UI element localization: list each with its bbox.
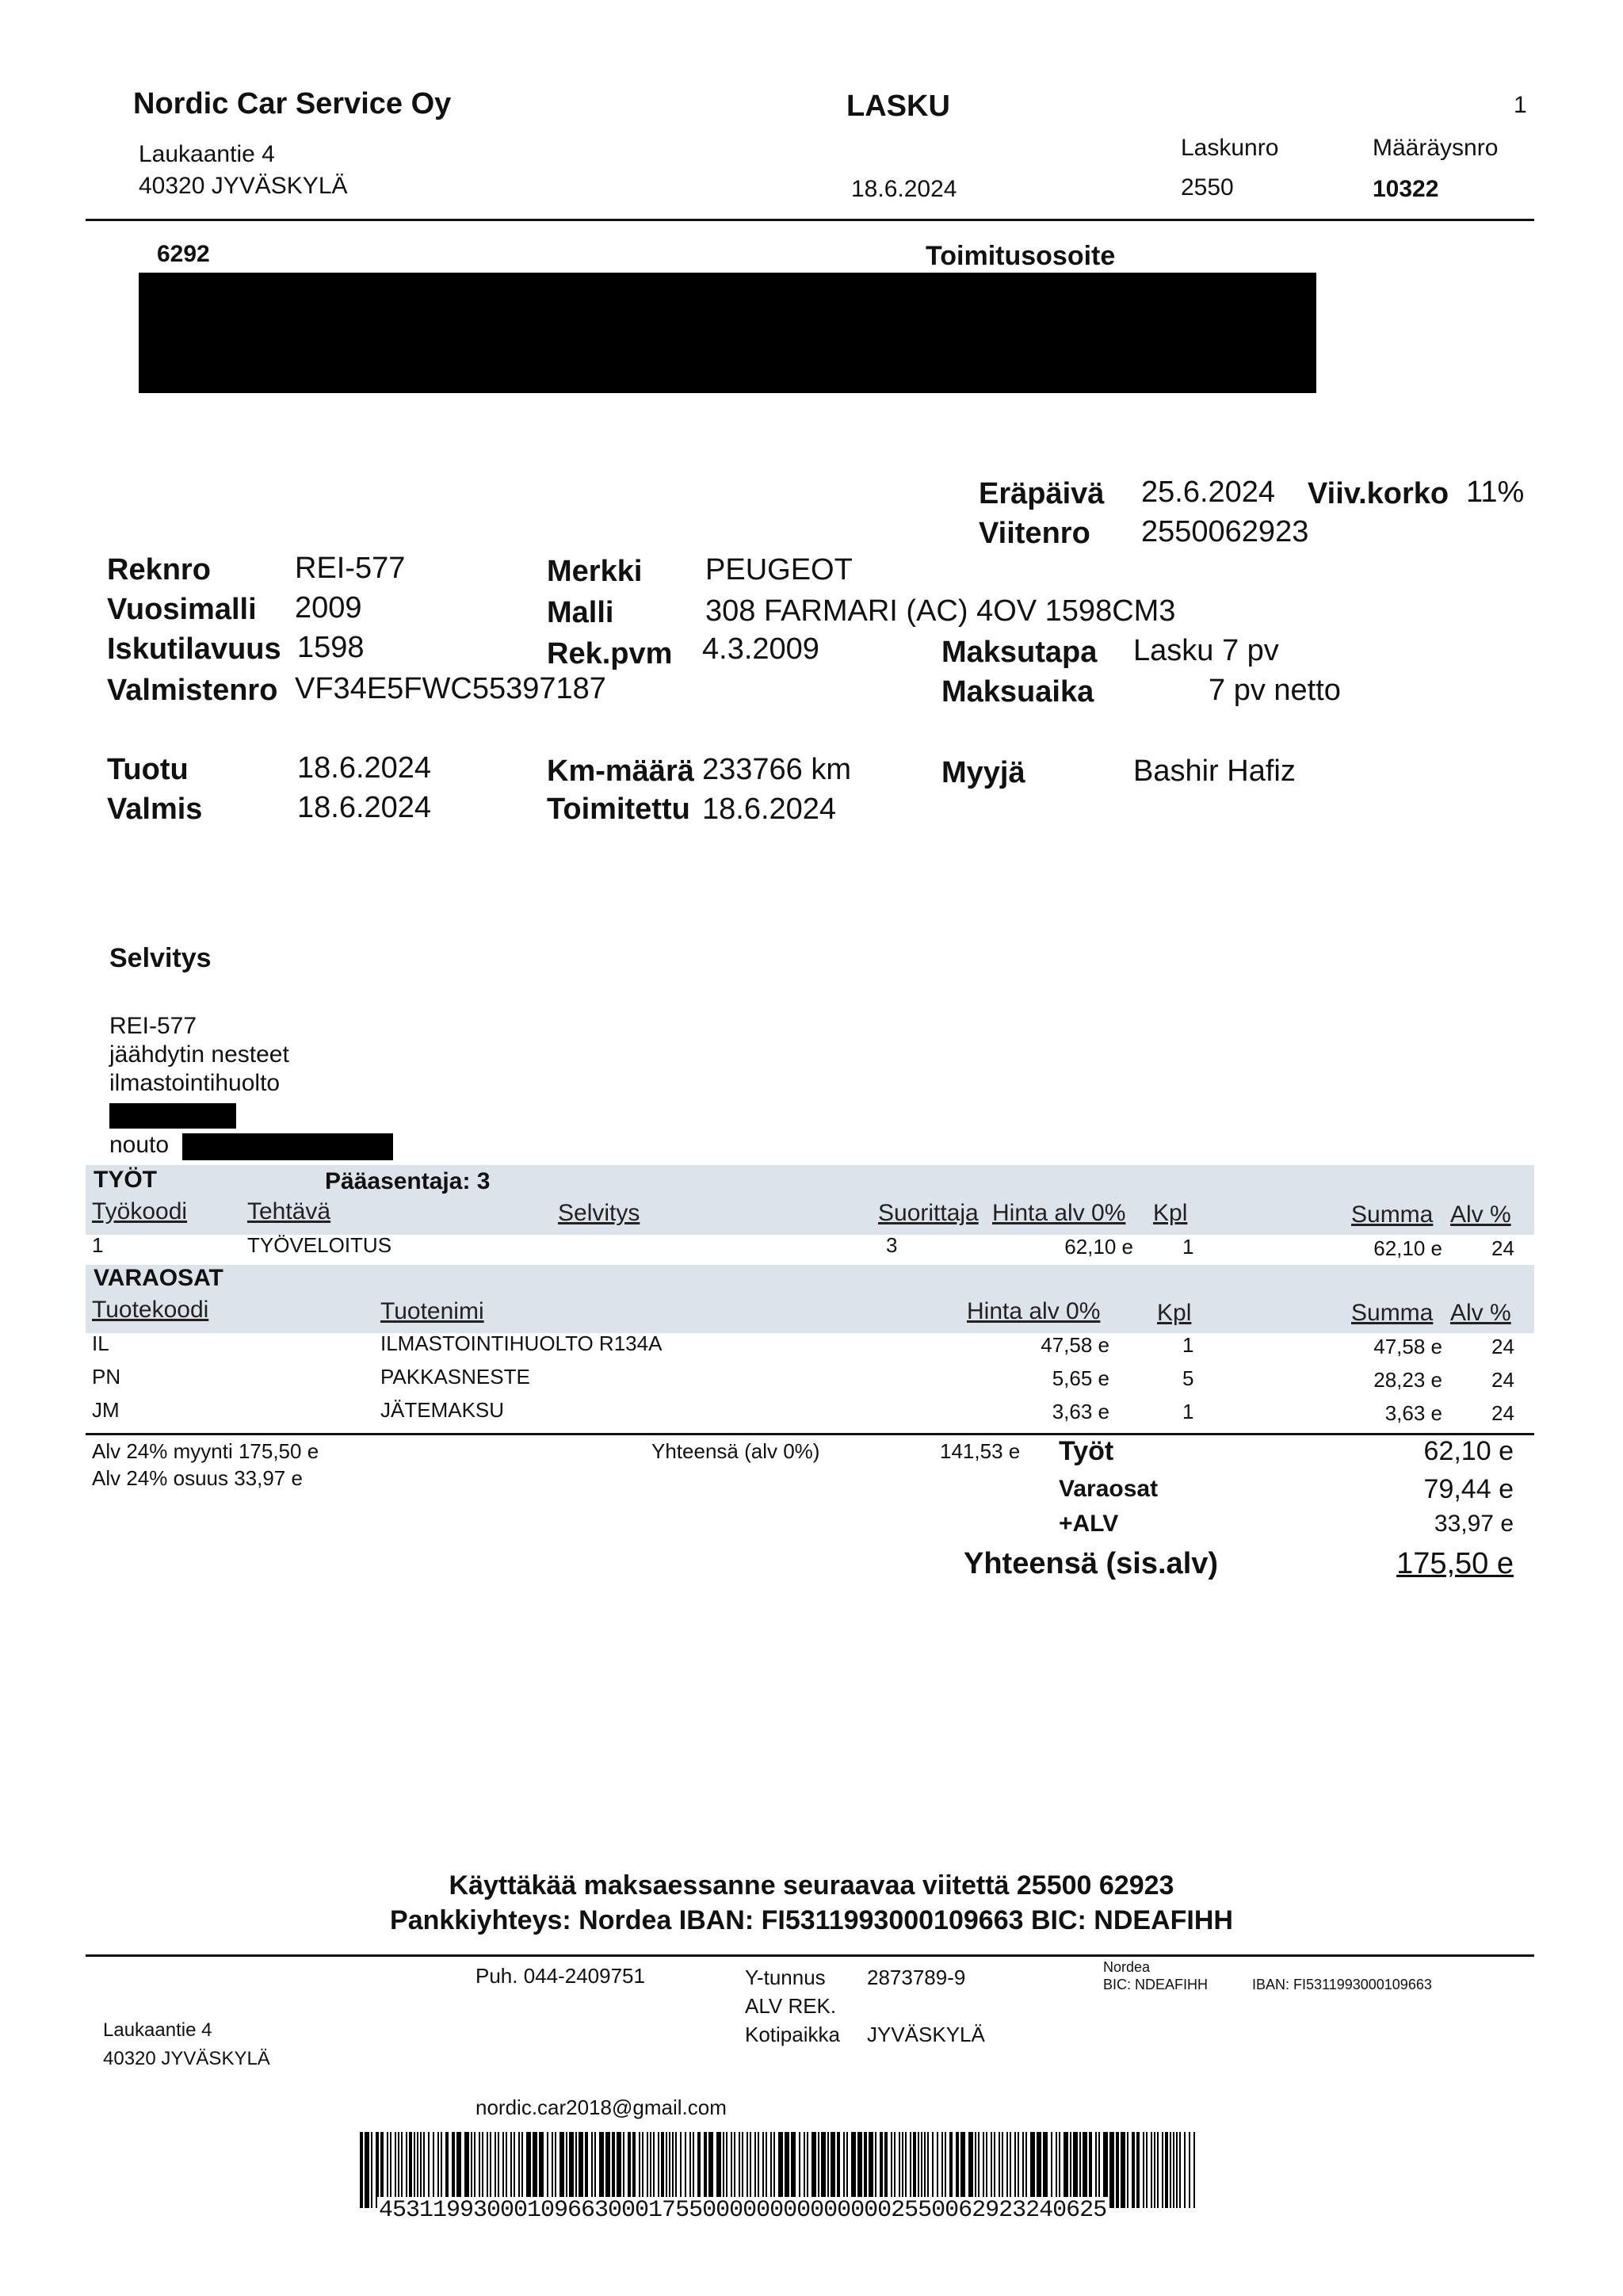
bank-name: Nordea (1103, 1959, 1151, 1975)
footer-email: nordic.car2018@gmail.com (475, 2095, 727, 2119)
customer-number: 6292 (157, 241, 210, 267)
vin: VF34E5FWC55397187 (295, 672, 606, 705)
footer-street: Laukaantie 4 (103, 2019, 212, 2041)
model-year-label: Vuosimalli (107, 593, 257, 626)
brought-label: Tuotu (107, 753, 189, 786)
grand-total-label: Yhteensä (sis.alv) (964, 1547, 1219, 1580)
part-code: IL (92, 1331, 109, 1355)
part-code: PN (92, 1365, 121, 1389)
footer-phone: Puh. 044-2409751 (475, 1964, 645, 1988)
reg-date-label: Rek.pvm (547, 637, 673, 670)
part-vat: 24 (1491, 1335, 1514, 1358)
labor-qty: 1 (1182, 1235, 1194, 1259)
seller-label: Myyjä (941, 756, 1025, 789)
km-label: Km-määrä (547, 755, 694, 788)
vin-label: Valmistenro (107, 674, 278, 707)
footer-divider (86, 1954, 1534, 1957)
bank-bic: BIC: NDEAFIHH (1103, 1977, 1209, 1992)
due-date-label: Eräpäivä (979, 477, 1105, 510)
labor-header-sum: Summa (1351, 1201, 1434, 1228)
vat-total: 33,97 e (1434, 1511, 1514, 1537)
model-year: 2009 (295, 591, 362, 625)
barcode-digits: 453119930001096630001755000000000000002550062923240625 (379, 2197, 1107, 2224)
due-date: 25.6.2024 (1141, 476, 1276, 509)
model: 308 FARMARI (AC) 4OV 1598CM3 (705, 594, 1176, 628)
labor-total-label: Työt (1059, 1436, 1114, 1466)
payment-reference-line: Käyttäkää maksaessanne seuraavaa viitettä 25500 62923 (449, 1870, 1174, 1901)
ready-date: 18.6.2024 (297, 791, 432, 824)
vat-total-label: +ALV (1059, 1511, 1119, 1537)
parts-title: VARAOSAT (94, 1265, 223, 1291)
redacted-note (109, 1103, 236, 1129)
order-number: 10322 (1373, 176, 1439, 202)
notes-title: Selvitys (109, 943, 212, 973)
parts-header-qty: Kpl (1157, 1300, 1192, 1326)
labor-header-performer: Suorittaja (878, 1200, 979, 1226)
parts-header-code: Tuotekoodi (92, 1297, 209, 1323)
notes-line: REI-577 (109, 1013, 197, 1039)
part-qty: 1 (1182, 1333, 1194, 1357)
reference-label: Viitenro (979, 517, 1090, 550)
parts-header-name: Tuotenimi (380, 1298, 484, 1324)
vat-share: Alv 24% osuus 33,97 e (92, 1466, 303, 1490)
labor-header-desc: Selvitys (558, 1200, 640, 1226)
interest-rate: 11% (1466, 476, 1525, 509)
parts-header-sum: Summa (1351, 1300, 1434, 1326)
order-number-label: Määräysnro (1373, 135, 1499, 161)
table-divider (86, 1433, 1534, 1435)
parts-total: 79,44 e (1423, 1474, 1514, 1504)
part-vat: 24 (1491, 1368, 1514, 1392)
labor-header-qty: Kpl (1153, 1200, 1188, 1226)
reference-number: 2550062923 (1141, 515, 1309, 548)
part-vat: 24 (1491, 1401, 1514, 1425)
seller-name: Bashir Hafiz (1133, 755, 1296, 788)
km-reading: 233766 km (702, 753, 852, 786)
redacted-address-block (139, 273, 1316, 393)
ready-label: Valmis (107, 793, 203, 826)
part-name: ILMASTOINTIHUOLTO R134A (380, 1331, 663, 1355)
notes-line: jäähdytin nesteet (109, 1041, 289, 1068)
labor-total: 62,10 e (1423, 1436, 1514, 1466)
payment-method: Lasku 7 pv (1133, 634, 1279, 667)
ytunnus-label: Y-tunnus (745, 1966, 826, 1989)
invoice-number: 2550 (1181, 174, 1234, 201)
payment-time: 7 pv netto (1209, 674, 1341, 707)
parts-header-price: Hinta alv 0% (967, 1298, 1101, 1324)
net-total-label: Yhteensä (alv 0%) (651, 1439, 820, 1463)
labor-title: TYÖT (94, 1167, 157, 1193)
pickup-label: nouto (109, 1132, 170, 1158)
parts-header-vat: Alv % (1450, 1300, 1511, 1326)
document-title: LASKU (846, 90, 950, 123)
alv-rek: ALV REK. (745, 1994, 837, 2018)
labor-vat: 24 (1491, 1236, 1514, 1260)
delivered-label: Toimitettu (547, 793, 690, 826)
displacement: 1598 (297, 631, 365, 664)
company-name: Nordic Car Service Oy (133, 87, 452, 120)
invoice-date: 18.6.2024 (851, 176, 957, 202)
header-divider (86, 219, 1534, 221)
labor-header-code: Työkoodi (92, 1198, 188, 1224)
interest-label: Viiv.korko (1308, 477, 1449, 510)
reg-number: REI-577 (295, 552, 406, 585)
vat-sales: Alv 24% myynti 175,50 e (92, 1439, 319, 1463)
bank-iban: IBAN: FI5311993000109663 (1252, 1977, 1432, 1992)
part-price: 3,63 e (1052, 1400, 1109, 1423)
delivered-date: 18.6.2024 (702, 793, 837, 826)
domicile: JYVÄSKYLÄ (867, 2023, 985, 2046)
labor-code: 1 (92, 1233, 104, 1257)
labor-header-vat: Alv % (1450, 1201, 1511, 1228)
parts-header-band (86, 1265, 1534, 1333)
delivery-address-label: Toimitusosoite (926, 241, 1116, 271)
reg-label: Reknro (107, 553, 211, 586)
labor-price: 62,10 e (1064, 1235, 1133, 1259)
invoice-number-label: Laskunro (1181, 135, 1279, 161)
make-label: Merkki (547, 555, 643, 588)
part-name: PAKKASNESTE (380, 1365, 530, 1389)
payment-method-label: Maksutapa (941, 636, 1098, 669)
parts-total-label: Varaosat (1059, 1476, 1159, 1502)
redacted-pickup (182, 1133, 393, 1160)
model-label: Malli (547, 596, 614, 629)
bank-details-line: Pankkiyhteys: Nordea IBAN: FI5311993000109663 BIC: NDEAFIHH (390, 1905, 1233, 1935)
company-city: 40320 JYVÄSKYLÄ (139, 173, 348, 199)
reg-date: 4.3.2009 (702, 632, 819, 666)
footer-city: 40320 JYVÄSKYLÄ (103, 2048, 270, 2069)
displacement-label: Iskutilavuus (107, 632, 281, 666)
part-price: 5,65 e (1052, 1366, 1109, 1390)
labor-sum: 62,10 e (1373, 1236, 1442, 1260)
head-mechanic: Pääasentaja: 3 (325, 1168, 491, 1194)
labor-header-task: Tehtävä (247, 1198, 331, 1224)
part-qty: 5 (1182, 1366, 1194, 1390)
domicile-label: Kotipaikka (745, 2023, 840, 2046)
page-number: 1 (1514, 92, 1527, 118)
part-qty: 1 (1182, 1400, 1194, 1423)
labor-performer: 3 (886, 1233, 898, 1257)
notes-line: ilmastointihuolto (109, 1070, 281, 1096)
part-name: JÄTEMAKSU (380, 1398, 505, 1422)
ytunnus: 2873789-9 (867, 1966, 966, 1989)
part-code: JM (92, 1398, 120, 1422)
brought-date: 18.6.2024 (297, 751, 432, 785)
payment-time-label: Maksuaika (941, 675, 1094, 709)
part-price: 47,58 e (1041, 1333, 1109, 1357)
labor-task: TYÖVELOITUS (247, 1233, 392, 1257)
company-street: Laukaantie 4 (139, 141, 275, 167)
make: PEUGEOT (705, 553, 853, 586)
part-sum: 28,23 e (1373, 1368, 1442, 1392)
grand-total: 175,50 e (1396, 1547, 1514, 1580)
part-sum: 47,58 e (1373, 1335, 1442, 1358)
part-sum: 3,63 e (1384, 1401, 1442, 1425)
net-total: 141,53 e (940, 1439, 1021, 1463)
labor-header-price: Hinta alv 0% (992, 1200, 1126, 1226)
